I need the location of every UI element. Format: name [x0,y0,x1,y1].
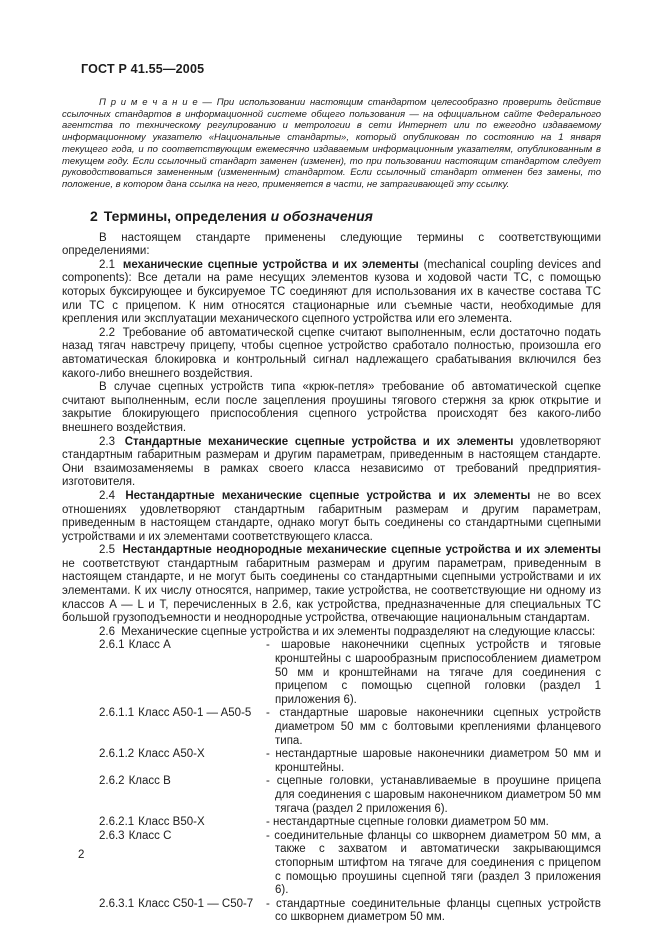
class-name: Класс B50-X [138,816,205,829]
paragraph-2-4 [62,490,601,544]
class-number: 2.6.3.1 [99,897,135,910]
section-title-italic: и обозначения [270,207,373,224]
class-number: 2.6.3 [99,829,125,842]
clause-term: Стандартные механические сцепные устройства и их элементы [124,435,514,448]
class-row-2-6-1-2 [62,748,601,775]
clause-term: Нестандартные неоднородные механические сцепные устройства и их элементы [122,544,601,557]
class-name: Класс B [128,775,171,788]
section-title [62,208,601,225]
section-title-text: Термины, определения [103,207,267,224]
note-label: П р и м е ч а н и е — [99,97,212,108]
paragraph-2-2 [62,327,601,381]
note-text: При использовании настоящим стандартом целесообразно проверить действие ссылочных стандартов в информационной системе общего пользования — на официальном сайте Федерального агентства по техническому регулированию и метрологии в сети Интернет или по ежегодно издаваемому информационному указателю «Национальные стандарты», который опубликован по состоянию на 1 января текущего года, и по соответствующим ежемесячно издаваемым информационным указателям, опубликованным в текущем году. Если ссылочный стандарт заменен (изменен), то при пользовании настоящим стандартом следует руководствоваться замененным (измененным) стандартом. Если ссылочный стандарт отменен без замены, то положение, в котором дана ссылка на него, применяется в части, не затрагивающей эту ссылку. [62,97,601,190]
clause-text: В случае сцепных устройств типа «крюк-петля» требование об автоматической сцепке считают выполненным, если после зацепления проушины тягового стержня за крюк открытие и закрытие блокирующего приспособления сцепного устройства происходят без какого-либо внешнего воздействия. [62,381,601,434]
clause-term: Нестандартные механические сцепные устройства и их элементы [125,489,531,502]
clause-text: Механические сцепные устройства и их элементы подразделяют на следующие классы: [121,625,596,638]
class-label [62,775,266,816]
class-row-2-6-2-1 [62,816,601,830]
class-label [62,707,266,748]
paragraph-2-6 [62,626,601,640]
class-name: Класс C [128,829,172,842]
paragraph-2-3 [62,436,601,490]
class-definition: - соединительные фланцы со шкворнем диаметром 50 мм, а также с захватом и автоматически закрывающимся стопорным штифтом на тягаче для соединения с прицепом с помощью проушины сцепной тяги (раздел 3 приложения 6). [266,829,601,897]
paragraph-2-5 [62,544,601,626]
class-number: 2.6.1.2 [99,748,135,761]
clause-text: Требование об автоматической сцепке считают выполненным, если достаточно подать назад тягач навстречу прицепу, чтобы сцепное устройство сработало полностью, произошла его автоматическая блокировка и контрольный сигнал надлежащего срабатывания включился без какого-либо внешнего воздействия. [62,326,601,380]
class-label [62,830,266,898]
class-row-2-6-2 [62,775,601,816]
class-label [62,748,266,775]
class-row-2-6-1-1 [62,707,601,748]
clause-number: 2.3 [99,435,115,448]
clause-number: 2.4 [99,489,115,502]
class-label [62,898,266,925]
clause-number: 2.2 [99,326,115,339]
clause-text: удовлетворяют стандартным габаритным размерам и другим параметрам, приведенным в настоящем стандарте. Они взаимозаменяемы в рамках своего класса независимо от требований предприятия-изготовителя. [62,435,601,489]
class-label [62,639,266,707]
class-number: 2.6.2 [99,775,125,788]
page-number: 2 [78,849,85,861]
clause-text: В настоящем стандарте применены следующие термины с соответствующими определениями: [62,231,601,258]
section-body [62,232,601,925]
clause-number: 2.6 [99,625,115,638]
class-definition: - нестандартные шаровые наконечники диаметром 50 мм и кронштейны. [266,748,601,774]
section-number: 2 [90,207,98,224]
class-name: Класс A50-1 — A50-5 [138,707,252,720]
class-definition: - сцепные головки, устанавливаемые в проушине прицепа для соединения с шаровым наконечником диаметром 50 мм тягача (раздел 2 приложения 6). [266,775,601,815]
paragraph-hook-eye [62,381,601,435]
clause-number: 2.1 [99,258,115,271]
clause-number: 2.5 [99,544,115,557]
class-definition: - стандартные шаровые наконечники сцепных устройств диаметром 50 мм с болтовыми креплениями фланцевого типа. [266,707,601,747]
class-number: 2.6.1 [99,639,125,652]
class-name: Класс C50-1 — C50-7 [138,897,254,910]
class-number: 2.6.2.1 [99,816,135,829]
document-header: ГОСТ Р 41.55—2005 [81,62,205,76]
clause-text: не во всех отношениях удовлетворяют стандартным габаритным размерам и другим параметрам, приведенным в настоящем стандарте, однако могут быть соединены со стандартными сцепными устройствами и их элементами соответствующего класса. [62,489,602,543]
class-name: Класс A [128,639,171,652]
class-definition: - нестандартные сцепные головки диаметром 50 мм. [266,816,549,829]
clause-text: не соответствуют стандартным габаритным размерам и другим параметрам, приведенным в настоящем стандарте, и не могут быть соединены со стандартными сцепными устройствами и их элементами. К их числу относятся, например, такие устройства, не соответствующие ни одному из классов A — L и T, перечисленных в 2.6, как устройства, предназначенные для специальных ТС большой грузоподъемности и неоднородные устройства, отвечающие национальным стандартам. [62,557,601,625]
class-row-2-6-1 [62,639,601,707]
paragraph-intro [62,232,601,259]
clause-term: механические сцепные устройства и их элементы [122,258,419,271]
class-label [62,816,266,830]
paragraph-2-1 [62,259,601,327]
class-definition: - стандартные соединительные фланцы сцепных устройств со шкворнем диаметром 50 мм. [266,897,601,924]
note-paragraph [62,97,601,191]
clause-text: (mechanical coupling devices and components): Все детали на раме несущих элементов кузова и ходовой части ТС, с помощью которых буксирующее и буксируемое ТС соединяют для использования их в качестве состава ТС или ТС с прицепом. К ним относятся стационарные или съемные части, необходимые для крепления или эксплуатации механического сцепного устройства или его элемента. [62,258,602,326]
class-definition: - шаровые наконечники сцепных устройств и тяговые кронштейны с шарообразным приспособлением диаметром 50 мм и кронштейнами на тягаче для соединения с прицепом с помощью сцепной головки (раздел 1 приложения 6). [266,639,601,706]
class-row-2-6-3 [62,830,601,898]
class-name: Класс A50-X [138,748,205,761]
class-row-2-6-3-1 [62,898,601,925]
class-number: 2.6.1.1 [99,707,135,720]
